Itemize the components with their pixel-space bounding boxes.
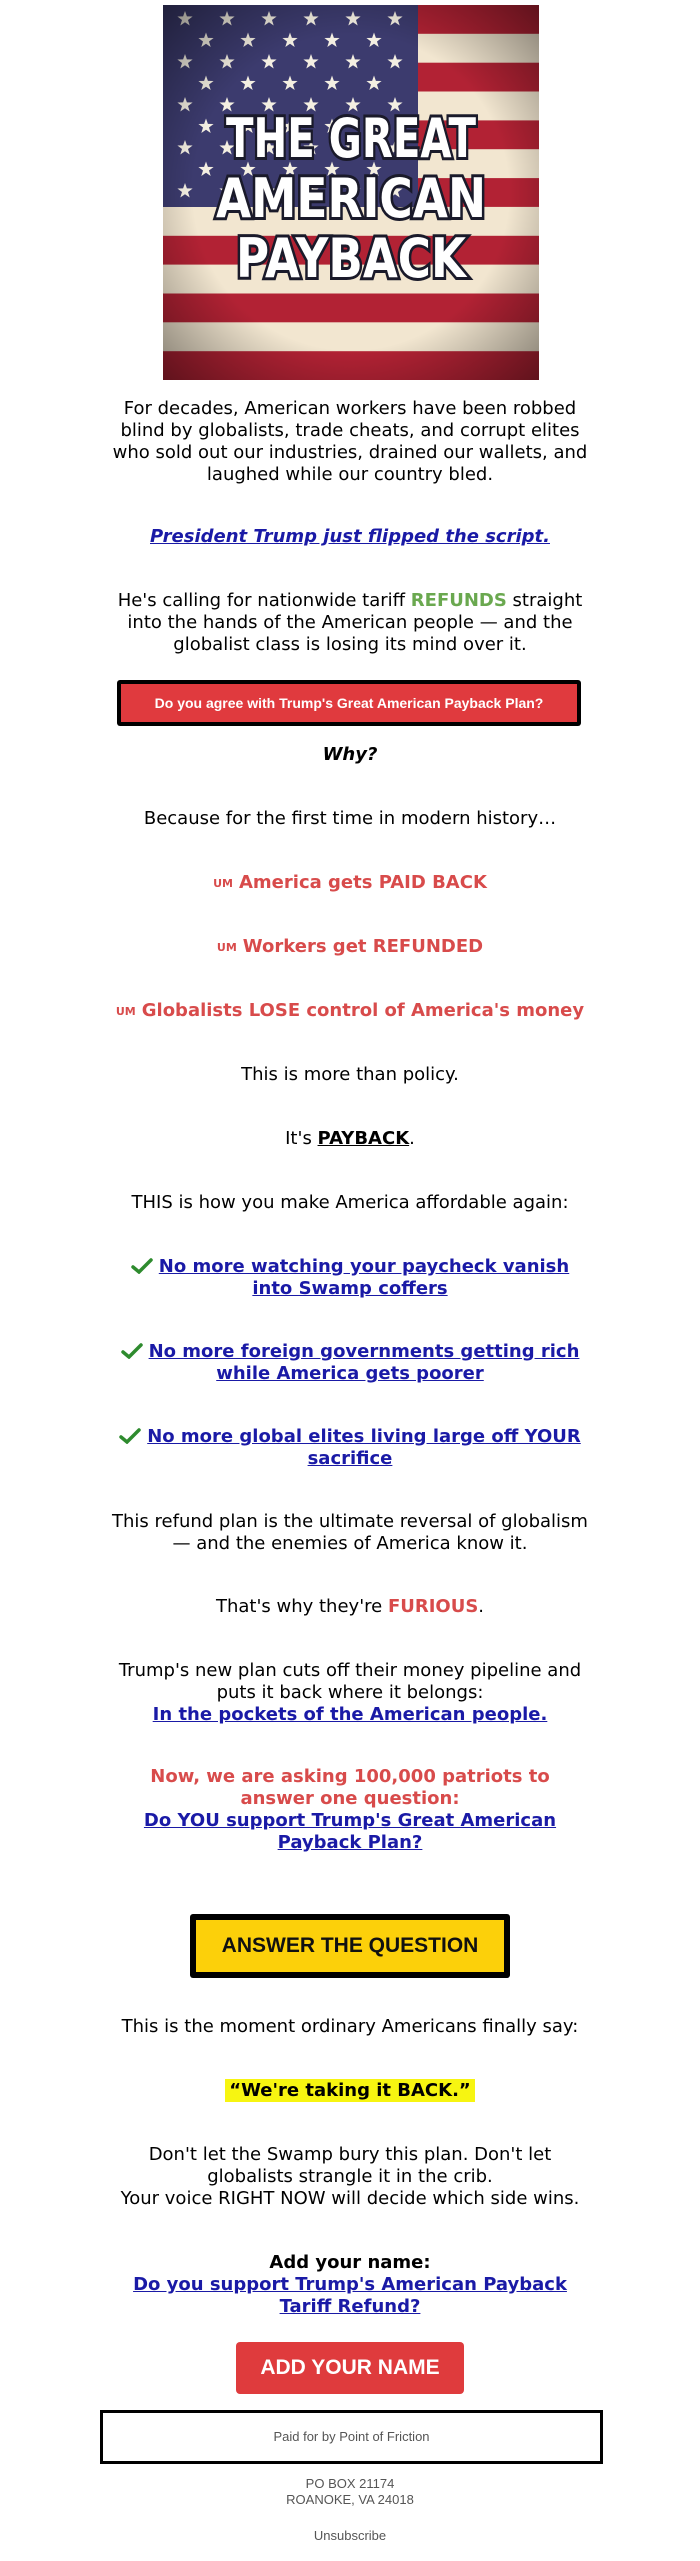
um-icon: UM [115,1005,136,1018]
check-item [0,1256,700,1300]
furious-pre: That's why they're [215,1596,388,1617]
refunds-line: globalist class is losing its mind over it. [173,634,527,655]
agree-button-label: Do you agree with Trump's Great American Payback Plan? [121,684,577,722]
moment-text: This is the moment ordinary Americans finally say: [121,2016,579,2037]
reversal-line: — and the enemies of America know it. [172,1533,528,1554]
payback-pre: It's [285,1128,318,1149]
bullet-item [0,1000,700,1023]
refunds-text-post: straight [506,590,583,611]
refunds-highlight: REFUNDS [410,590,507,611]
checkmark-icon [119,1428,141,1444]
address-line: ROANOKE, VA 24018 [286,2492,414,2507]
bullet-item [0,872,700,895]
bullet-text: America gets PAID BACK [239,872,487,893]
address-line: PO BOX 21174 [305,2476,395,2491]
pockets-link[interactable]: In the pockets of the American people. [152,1704,548,1725]
dont-let-line: Your voice RIGHT NOW will decide which side wins. [120,2188,580,2209]
check-link[interactable]: No more foreign governments getting rich [148,1341,580,1362]
hero-title-line-3: PAYBACK [236,227,468,290]
dont-let-line: Don't let the Swamp bury this plan. Don't let [148,2144,552,2165]
check-item [0,1426,700,1470]
unsubscribe-link[interactable]: Unsubscribe [313,2528,387,2543]
checkmark-icon [121,1343,143,1359]
mailing-address [0,2476,700,2508]
add-your-name-button[interactable]: ADD YOUR NAME [236,2342,464,2394]
answer-question-label: ANSWER THE QUESTION [196,1920,504,1972]
affordable-text: THIS is how you make America affordable again: [131,1192,569,1213]
refunds-paragraph [0,590,700,656]
intro-line: laughed while our country bled. [206,464,494,485]
bullet-text: Globalists LOSE control of America's money [141,1000,585,1021]
reversal-paragraph [0,1511,700,1555]
bullet-item [0,936,700,959]
ask-paragraph [0,1766,700,1854]
paid-for-disclaimer: Paid for by Point of Friction [100,2410,603,2464]
furious-post: . [478,1596,485,1617]
refunds-line: into the hands of the American people — and the [127,612,573,633]
check-link[interactable]: while America gets poorer [216,1363,484,1384]
tariff-refund-link[interactable]: Tariff Refund? [279,2296,421,2317]
ask-line: answer one question: [240,1788,460,1809]
check-item [0,1341,700,1385]
tariff-refund-link[interactable]: Do you support Trump's American Payback [133,2274,567,2295]
payback-word: PAYBACK [317,1128,410,1149]
payback-post: . [409,1128,415,1149]
payback-line [0,1128,700,1150]
intro-line: who sold out our industries, drained our wallets, and [112,442,588,463]
um-icon: UM [213,877,233,890]
reversal-line: This refund plan is the ultimate reversal of globalism [112,1511,588,1532]
intro-line: For decades, American workers have been robbed [123,398,577,419]
answer-question-button[interactable] [190,1914,510,1978]
dont-let-line: globalists strangle it in the crib. [207,2166,493,2187]
hero-title-line-1: THE GREAT [226,107,477,170]
bullet-text: Workers get REFUNDED [242,936,484,957]
refunds-text-pre: He's calling for nationwide tariff [117,590,411,611]
furious-line [0,1596,700,1618]
because-text: Because for the first time in modern history… [143,808,557,829]
furious-word: FURIOUS [387,1596,479,1617]
agree-button[interactable] [117,680,581,726]
more-than-policy-text: This is more than policy. [241,1064,459,1085]
dont-let-paragraph [0,2144,700,2210]
check-link[interactable]: sacrifice [307,1448,393,1469]
support-link[interactable]: Do YOU support Trump's Great American [143,1810,557,1831]
hero-flag-graphic [163,5,539,380]
pipeline-paragraph [0,1660,700,1726]
check-link[interactable]: into Swamp coffers [252,1278,448,1299]
add-name-label: Add your name: [269,2252,431,2273]
why-heading: Why? [322,744,378,765]
flip-script-link[interactable]: President Trump just flipped the script. [150,526,550,547]
intro-line: blind by globalists, trade cheats, and corrupt elites [120,420,580,441]
um-icon: UM [216,941,237,954]
pipeline-line: Trump's new plan cuts off their money pipeline and [118,1660,582,1681]
add-name-section [0,2252,700,2318]
check-link[interactable]: No more watching your paycheck vanish [158,1256,570,1277]
hero-image [163,5,539,380]
hero-title-line-2: AMERICAN [216,167,486,230]
taking-back-highlight: “We're taking it BACK.” [225,2079,475,2102]
ask-line: Now, we are asking 100,000 patriots to [150,1766,550,1787]
check-link[interactable]: No more global elites living large off YOUR [147,1426,581,1447]
pipeline-line: puts it back where it belongs: [216,1682,484,1703]
checkmark-icon [131,1258,153,1274]
intro-paragraph [0,398,700,486]
support-link[interactable]: Payback Plan? [277,1832,423,1853]
